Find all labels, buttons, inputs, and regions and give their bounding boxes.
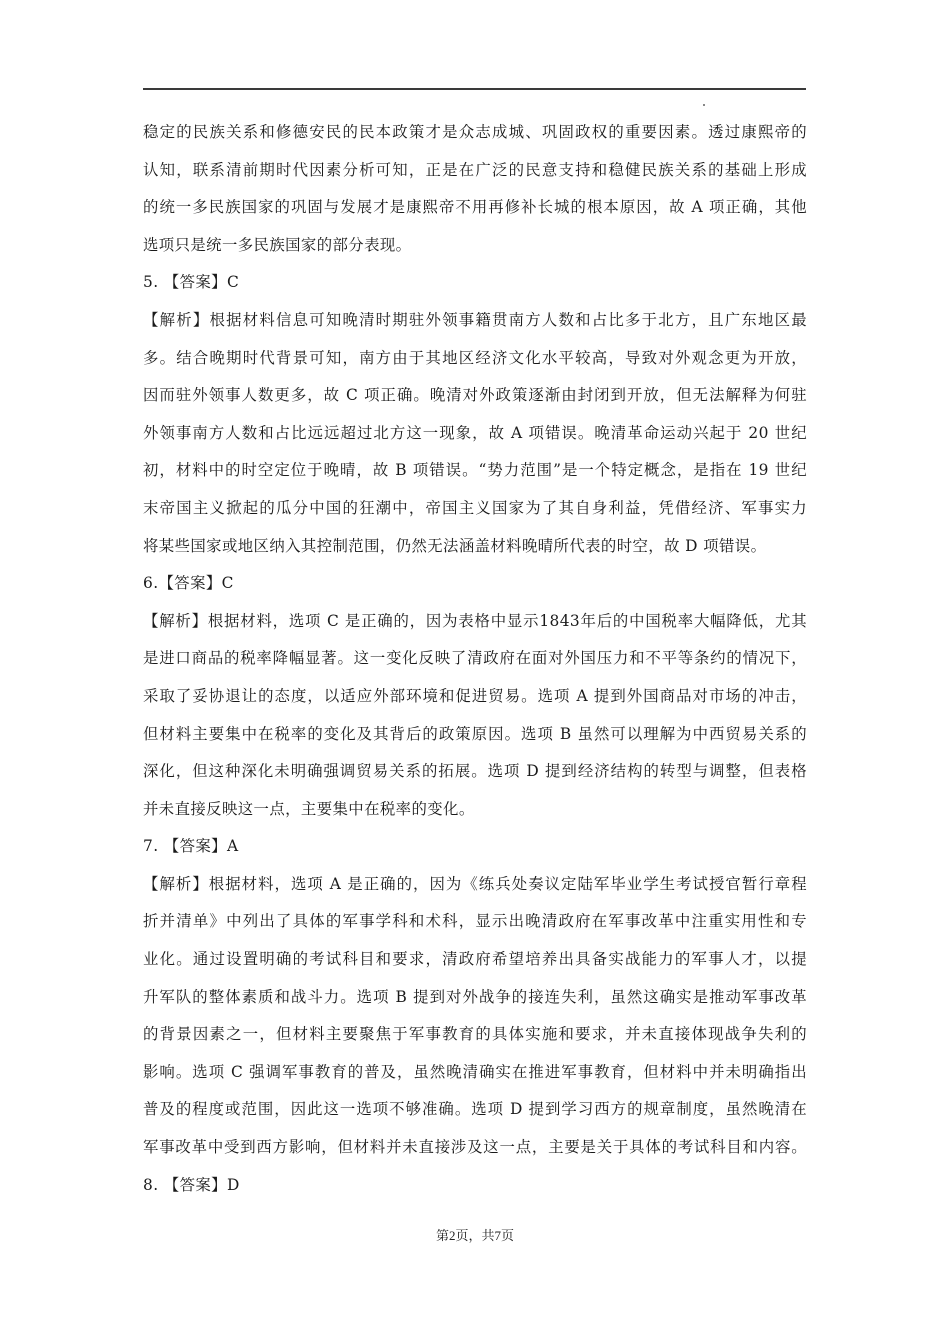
text-line: 多。结合晚期时代背景可知，南方由于其地区经济文化水平较高，导致对外观念更为开放， bbox=[143, 348, 807, 367]
text-line: 8. 【答案】D bbox=[143, 1175, 240, 1194]
text-line: 稳定的民族关系和修德安民的民本政策才是众志成城、巩固政权的重要因素。透过康熙帝的 bbox=[143, 123, 807, 141]
document-body bbox=[143, 114, 807, 1204]
text-line: 末帝国主义掀起的瓜分中国的狂潮中，帝国主义国家为了其自身利益，凭借经济、军事实力 bbox=[143, 498, 807, 517]
text-line: 的背景因素之一，但材料主要聚焦于军事教育的具体实施和要求，并未直接体现战争失利的 bbox=[143, 1025, 807, 1044]
text-line: 折并清单》中列出了具体的军事学科和术科，显示出晚清政府在军事改革中注重实用性和专 bbox=[143, 912, 807, 931]
text-line: 升军队的整体素质和战斗力。选项 B 提到对外战争的接连失利，虽然这确实是推动军事改革 bbox=[143, 987, 807, 1006]
text-line: 6.【答案】C bbox=[143, 574, 234, 593]
text-line: 采取了妥协退让的态度，以适应外部环境和促进贸易。选项 A 提到外国商品对市场的冲击， bbox=[143, 686, 807, 705]
text-line: 深化，但这种深化未明确强调贸易关系的拓展。选项 D 提到经济结构的转型与调整，但表格 bbox=[143, 762, 807, 781]
text-line: 选项只是统一多民族国家的部分表现。 bbox=[143, 235, 412, 254]
text-line: 外领事南方人数和占比远远超过北方这一现象，故 A 项错误。晚清革命运动兴起于 20 世纪 bbox=[143, 423, 807, 442]
text-line: 业化。通过设置明确的考试科目和要求，清政府希望培养出具备实战能力的军事人才，以提 bbox=[143, 950, 807, 969]
text-line: 的统一多民族国家的巩固与发展才是康熙帝不用再修补长城的根本原因，故 A 项正确，其他 bbox=[143, 198, 807, 217]
text-line: 影响。选项 C 强调军事教育的普及，虽然晚清确实在推进军事教育，但材料中并未明确指出 bbox=[143, 1062, 807, 1081]
text-line: 【解析】根据材料，选项 C 是正确的，因为表格中显示1843年后的中国税率大幅降低，尤其 bbox=[143, 611, 807, 630]
page-footer: 第2页，共7页 bbox=[435, 1228, 514, 1243]
header-dot bbox=[703, 104, 705, 106]
text-line: 将某些国家或地区纳入其控制范围，仍然无法涵盖材料晚晴所代表的时空，故 D 项错误。 bbox=[143, 536, 767, 555]
text-line: 【解析】根据材料信息可知晚清时期驻外领事籍贯南方人数和占比多于北方，且广东地区最 bbox=[143, 310, 807, 329]
text-line: 【解析】根据材料，选项 A 是正确的，因为《练兵处奏议定陆军毕业学生考试授官暂行章程 bbox=[143, 874, 807, 893]
header-rule bbox=[143, 88, 806, 90]
text-line: 普及的程度或范围，因此这一选项不够准确。选项 D 提到学习西方的规章制度，虽然晚清在 bbox=[143, 1100, 807, 1119]
text-line: 初，材料中的时空定位于晚晴，故 B 项错误。“势力范围”是一个特定概念，是指在 19 世纪 bbox=[143, 461, 807, 480]
text-line: 5. 【答案】C bbox=[143, 273, 240, 292]
text-line: 并未直接反映这一点，主要集中在税率的变化。 bbox=[143, 799, 475, 818]
text-line: 军事改革中受到西方影响，但材料并未直接涉及这一点，主要是关于具体的考试科目和内容。 bbox=[143, 1138, 807, 1157]
text-line: 因而驻外领事人数更多，故 C 项正确。晚清对外政策逐渐由封闭到开放，但无法解释为何驻 bbox=[143, 386, 807, 405]
text-line: 但材料主要集中在税率的变化及其背后的政策原因。选项 B 虽然可以理解为中西贸易关系的 bbox=[143, 724, 807, 743]
text-line: 是进口商品的税率降幅显著。这一变化反映了清政府在面对外国压力和不平等条约的情况下， bbox=[143, 649, 807, 668]
text-line: 认知，联系清前期时代因素分析可知，正是在广泛的民意支持和稳健民族关系的基础上形成 bbox=[143, 160, 807, 179]
text-line: 7. 【答案】A bbox=[143, 837, 239, 856]
